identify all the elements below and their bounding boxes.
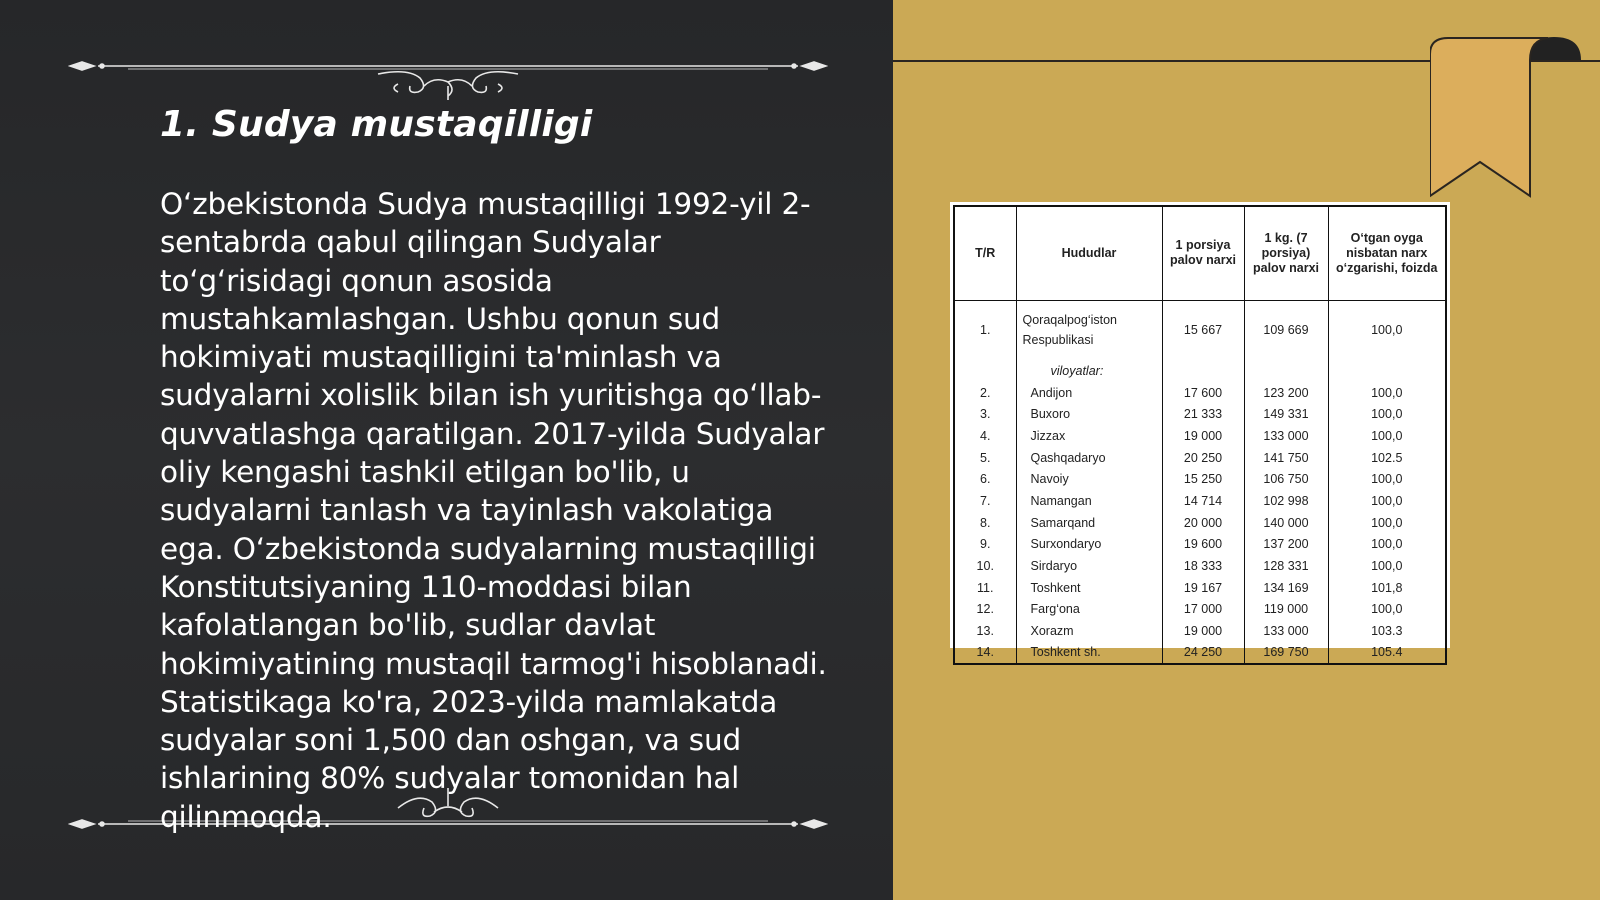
row-price-kg: 169 750 bbox=[1244, 642, 1328, 664]
region-line-1: Qoraqalpog‘iston bbox=[1022, 313, 1118, 328]
table-header-row bbox=[954, 206, 1446, 300]
table-row bbox=[954, 577, 1446, 599]
row-change: 100,0 bbox=[1328, 555, 1446, 577]
row-number: 6. bbox=[954, 468, 1016, 490]
row-price-kg: 133 000 bbox=[1244, 620, 1328, 642]
row-region: Andijon bbox=[1016, 382, 1162, 404]
row-change: 100,0 bbox=[1328, 490, 1446, 512]
row-price-kg: 123 200 bbox=[1244, 382, 1328, 404]
table-row bbox=[954, 468, 1446, 490]
row-change: 100,0 bbox=[1328, 300, 1446, 360]
row-number: 1. bbox=[954, 300, 1016, 360]
row-price-portion: 19 600 bbox=[1162, 534, 1244, 556]
row-price-portion: 14 714 bbox=[1162, 490, 1244, 512]
price-table-image bbox=[950, 202, 1450, 660]
row-price-kg: 141 750 bbox=[1244, 447, 1328, 469]
table-subheader-row bbox=[954, 360, 1446, 382]
row-number: 2. bbox=[954, 382, 1016, 404]
row-change: 103.3 bbox=[1328, 620, 1446, 642]
header-price-portion: 1 porsiya palov narxi bbox=[1162, 206, 1244, 300]
row-number: 13. bbox=[954, 620, 1016, 642]
table-row bbox=[954, 425, 1446, 447]
row-change: 100,0 bbox=[1328, 382, 1446, 404]
row-region: Buxoro bbox=[1016, 403, 1162, 425]
table-row bbox=[954, 642, 1446, 664]
row-region: Surxondaryo bbox=[1016, 534, 1162, 556]
table-row bbox=[954, 620, 1446, 642]
table-row bbox=[954, 447, 1446, 469]
row-change: 100,0 bbox=[1328, 534, 1446, 556]
row-number: 5. bbox=[954, 447, 1016, 469]
row-region: Toshkent sh. bbox=[1016, 642, 1162, 664]
row-region: Jizzax bbox=[1016, 425, 1162, 447]
row-number: 9. bbox=[954, 534, 1016, 556]
row-price-portion: 15 667 bbox=[1162, 300, 1244, 360]
header-region: Hududlar bbox=[1016, 206, 1162, 300]
price-table bbox=[953, 205, 1447, 665]
row-price-portion: 17 000 bbox=[1162, 599, 1244, 621]
row-price-portion: 17 600 bbox=[1162, 382, 1244, 404]
table-row bbox=[954, 555, 1446, 577]
row-price-kg: 140 000 bbox=[1244, 512, 1328, 534]
body-paragraph: O‘zbekistonda Sudya mustaqilligi 1992-yil 2-sentabrda qabul qilingan Sudyalar to‘g‘risidagi qonun asosida mustahkamlashgan. Ushbu qonun sud hokimiyati mustaqilligini ta'minlash va sudyalarni xolislik bilan ish yuritishga qo‘llab-quvvatlashga qaratilgan. 2017-yilda Sudyalar oliy kengashi tashkil etilgan bo'lib, u sudyalarni tanlash va tayinlash vakolatiga ega. O‘zbekistonda sudyalarning mustaqilligi Konstitutsiyaning 110-moddasi bilan kafolatlangan bo'lib, sudlar davlat hokimiyatining mustaqil tarmog'i hisoblanadi. Statistikaga ko'ra, 2023-yilda mamlakatda sudyalar soni 1,500 dan oshgan, va sud ishlarining 80% sudyalar tomonidan hal qilinmoqda. bbox=[160, 187, 827, 834]
row-region bbox=[1016, 300, 1162, 360]
empty-cell bbox=[954, 360, 1016, 382]
row-change: 100,0 bbox=[1328, 468, 1446, 490]
row-number: 14. bbox=[954, 642, 1016, 664]
row-price-portion: 19 000 bbox=[1162, 620, 1244, 642]
row-price-kg: 149 331 bbox=[1244, 403, 1328, 425]
table-row bbox=[954, 403, 1446, 425]
bookmark-ribbon-icon bbox=[1430, 34, 1600, 200]
row-region: Qashqadaryo bbox=[1016, 447, 1162, 469]
row-price-portion: 21 333 bbox=[1162, 403, 1244, 425]
slide-title: 1. Sudya mustaqilligi bbox=[160, 104, 593, 145]
row-price-kg: 128 331 bbox=[1244, 555, 1328, 577]
table-row bbox=[954, 382, 1446, 404]
row-price-portion: 15 250 bbox=[1162, 468, 1244, 490]
row-price-portion: 24 250 bbox=[1162, 642, 1244, 664]
row-change: 102.5 bbox=[1328, 447, 1446, 469]
top-ornament-divider bbox=[68, 52, 828, 102]
table-row bbox=[954, 534, 1446, 556]
row-price-portion: 20 250 bbox=[1162, 447, 1244, 469]
row-change: 100,0 bbox=[1328, 425, 1446, 447]
empty-cell bbox=[1162, 360, 1244, 382]
row-price-kg: 109 669 bbox=[1244, 300, 1328, 360]
row-number: 3. bbox=[954, 403, 1016, 425]
row-price-portion: 18 333 bbox=[1162, 555, 1244, 577]
row-region: Navoiy bbox=[1016, 468, 1162, 490]
header-price-kg: 1 kg. (7 porsiya) palov narxi bbox=[1244, 206, 1328, 300]
row-change: 100,0 bbox=[1328, 599, 1446, 621]
row-number: 8. bbox=[954, 512, 1016, 534]
row-price-portion: 20 000 bbox=[1162, 512, 1244, 534]
row-price-kg: 133 000 bbox=[1244, 425, 1328, 447]
row-change: 100,0 bbox=[1328, 512, 1446, 534]
row-number: 11. bbox=[954, 577, 1016, 599]
empty-cell bbox=[1244, 360, 1328, 382]
row-region: Namangan bbox=[1016, 490, 1162, 512]
row-number: 7. bbox=[954, 490, 1016, 512]
row-region: Samarqand bbox=[1016, 512, 1162, 534]
row-change: 100,0 bbox=[1328, 403, 1446, 425]
table-row bbox=[954, 512, 1446, 534]
row-region: Sirdaryo bbox=[1016, 555, 1162, 577]
table-row bbox=[954, 490, 1446, 512]
row-region: Xorazm bbox=[1016, 620, 1162, 642]
table-row bbox=[954, 599, 1446, 621]
row-change: 101,8 bbox=[1328, 577, 1446, 599]
row-region: Farg‘ona bbox=[1016, 599, 1162, 621]
row-region: Toshkent bbox=[1016, 577, 1162, 599]
row-price-portion: 19 167 bbox=[1162, 577, 1244, 599]
row-price-portion: 19 000 bbox=[1162, 425, 1244, 447]
empty-cell bbox=[1328, 360, 1446, 382]
region-line-2: Respublikasi bbox=[1022, 333, 1094, 348]
row-change: 105.4 bbox=[1328, 642, 1446, 664]
row-price-kg: 119 000 bbox=[1244, 599, 1328, 621]
table-row bbox=[954, 300, 1446, 360]
subheader-label: viloyatlar: bbox=[1016, 360, 1162, 382]
row-number: 12. bbox=[954, 599, 1016, 621]
header-tr: T/R bbox=[954, 206, 1016, 300]
row-price-kg: 102 998 bbox=[1244, 490, 1328, 512]
row-price-kg: 137 200 bbox=[1244, 534, 1328, 556]
row-number: 4. bbox=[954, 425, 1016, 447]
row-price-kg: 106 750 bbox=[1244, 468, 1328, 490]
header-change: O‘tgan oyga nisbatan narx o‘zgarishi, foizda bbox=[1328, 206, 1446, 300]
row-number: 10. bbox=[954, 555, 1016, 577]
row-price-kg: 134 169 bbox=[1244, 577, 1328, 599]
